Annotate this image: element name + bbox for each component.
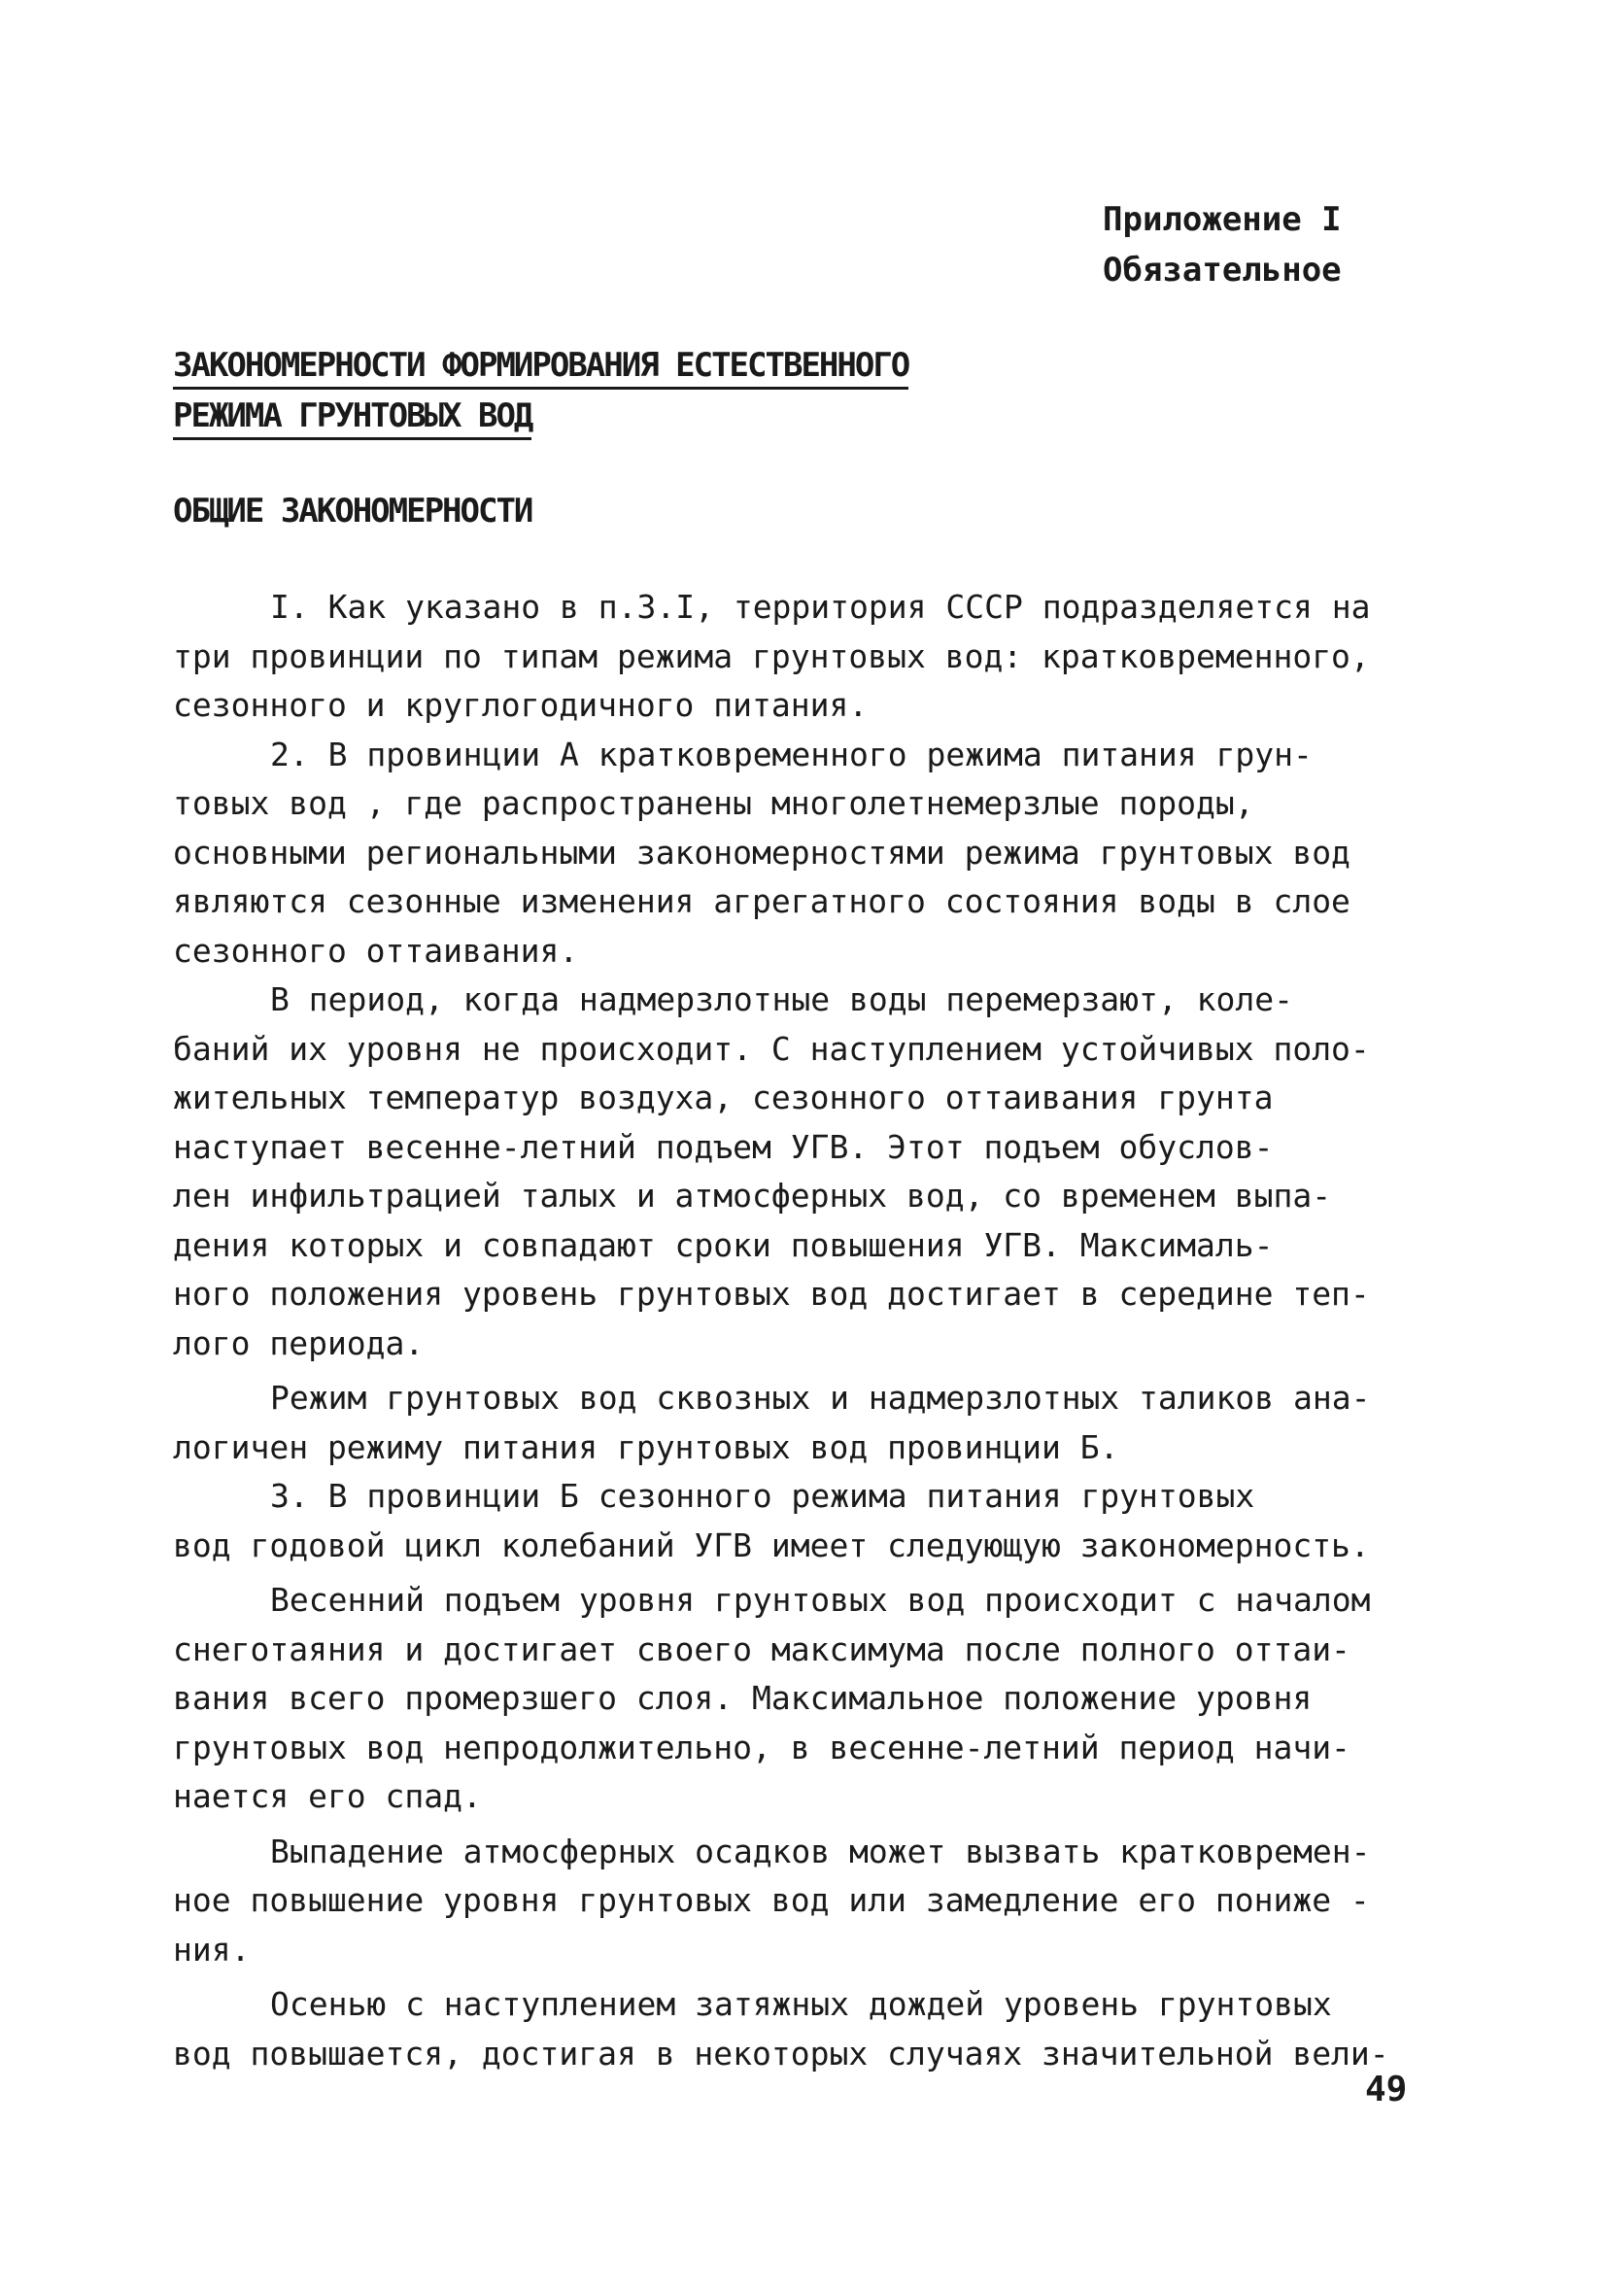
- text-line: сезонного и круглогодичного питания.: [173, 686, 869, 724]
- title-line-2: РЕЖИМА ГРУНТОВЫХ ВОД: [173, 394, 531, 440]
- text-line: 3. В провинции Б сезонного режима питания грунтовых: [270, 1477, 1255, 1515]
- section-heading: ОБЩИЕ ЗАКОНОМЕРНОСТИ: [173, 492, 532, 531]
- text-line: являются сезонные изменения агрегатного состояния воды в слое: [173, 882, 1350, 920]
- text-line: вания всего промерзшего слоя. Максимальное положение уровня: [173, 1679, 1313, 1717]
- text-line: лого периода.: [173, 1323, 425, 1362]
- text-line: нается его спад.: [173, 1777, 482, 1815]
- text-line: 2. В провинции А кратковременного режима питания грун-: [270, 735, 1313, 773]
- appendix-status: Обязательное: [1103, 251, 1342, 290]
- body-text: [173, 583, 1407, 2078]
- text-line: товых вод , где распространены многолетнемерзлые породы,: [173, 784, 1254, 822]
- text-line: три провинции по типам режима грунтовых вод: кратковременного,: [173, 636, 1370, 675]
- page-number: 49: [1365, 2070, 1408, 2109]
- text-line: ное повышение уровня грунтовых вод или замедление его пониже -: [173, 1881, 1370, 1919]
- text-line: жительных температур воздуха, сезонного оттаивания грунта: [173, 1079, 1274, 1116]
- text-line: лен инфильтрацией талых и атмосферных вод, со временем выпа-: [173, 1177, 1332, 1215]
- text-line: вод годовой цикл колебаний УГВ имеет следующую закономерность.: [173, 1525, 1370, 1564]
- text-line: ного положения уровень грунтовых вод достигает в середине теп-: [173, 1275, 1370, 1313]
- text-line: вод повышается, достигая в некоторых случаях значительной вели-: [173, 2034, 1389, 2073]
- title-line-1: ЗАКОНОМЕРНОСТИ ФОРМИРОВАНИЯ ЕСТЕСТВЕННОГО: [173, 344, 908, 390]
- text-line: грунтовых вод непродолжительно, в весенне-летний период начи-: [173, 1728, 1350, 1766]
- text-line: I. Как указано в п.3.I, территория СССР подразделяется на: [270, 588, 1371, 626]
- text-line: снеготаяния и достигает своего максимума после полного оттаи-: [173, 1629, 1350, 1668]
- text-line: ния.: [173, 1930, 251, 1969]
- text-line: сезонного оттаивания.: [173, 931, 579, 970]
- text-line: логичен режиму питания грунтовых вод провинции Б.: [173, 1427, 1119, 1466]
- text-line: наступает весенне-летний подъем УГВ. Этот подъем обуслов-: [173, 1127, 1274, 1166]
- appendix-label: [1103, 194, 1342, 295]
- text-line: Весенний подъем уровня грунтовых вод происходит с началом: [270, 1581, 1371, 1619]
- text-line: баний их уровня не происходит. С наступлением устойчивых поло-: [173, 1029, 1370, 1068]
- text-line: Режим грунтовых вод сквозных и надмерзлотных таликов ана-: [270, 1379, 1371, 1417]
- text-line: основными региональными закономерностями режима грунтовых вод: [173, 833, 1350, 872]
- text-line: Осенью с наступлением затяжных дождей уровень грунтовых: [270, 1985, 1332, 2023]
- document-title: [173, 340, 908, 441]
- text-line: В период, когда надмерзлотные воды перемерзают, коле-: [270, 980, 1293, 1018]
- appendix-number: Приложение I: [1103, 200, 1342, 239]
- text-line: Выпадение атмосферных осадков может вызвать кратковремен-: [270, 1832, 1371, 1870]
- text-line: дения которых и совпадают сроки повышения УГВ. Максималь-: [173, 1225, 1274, 1264]
